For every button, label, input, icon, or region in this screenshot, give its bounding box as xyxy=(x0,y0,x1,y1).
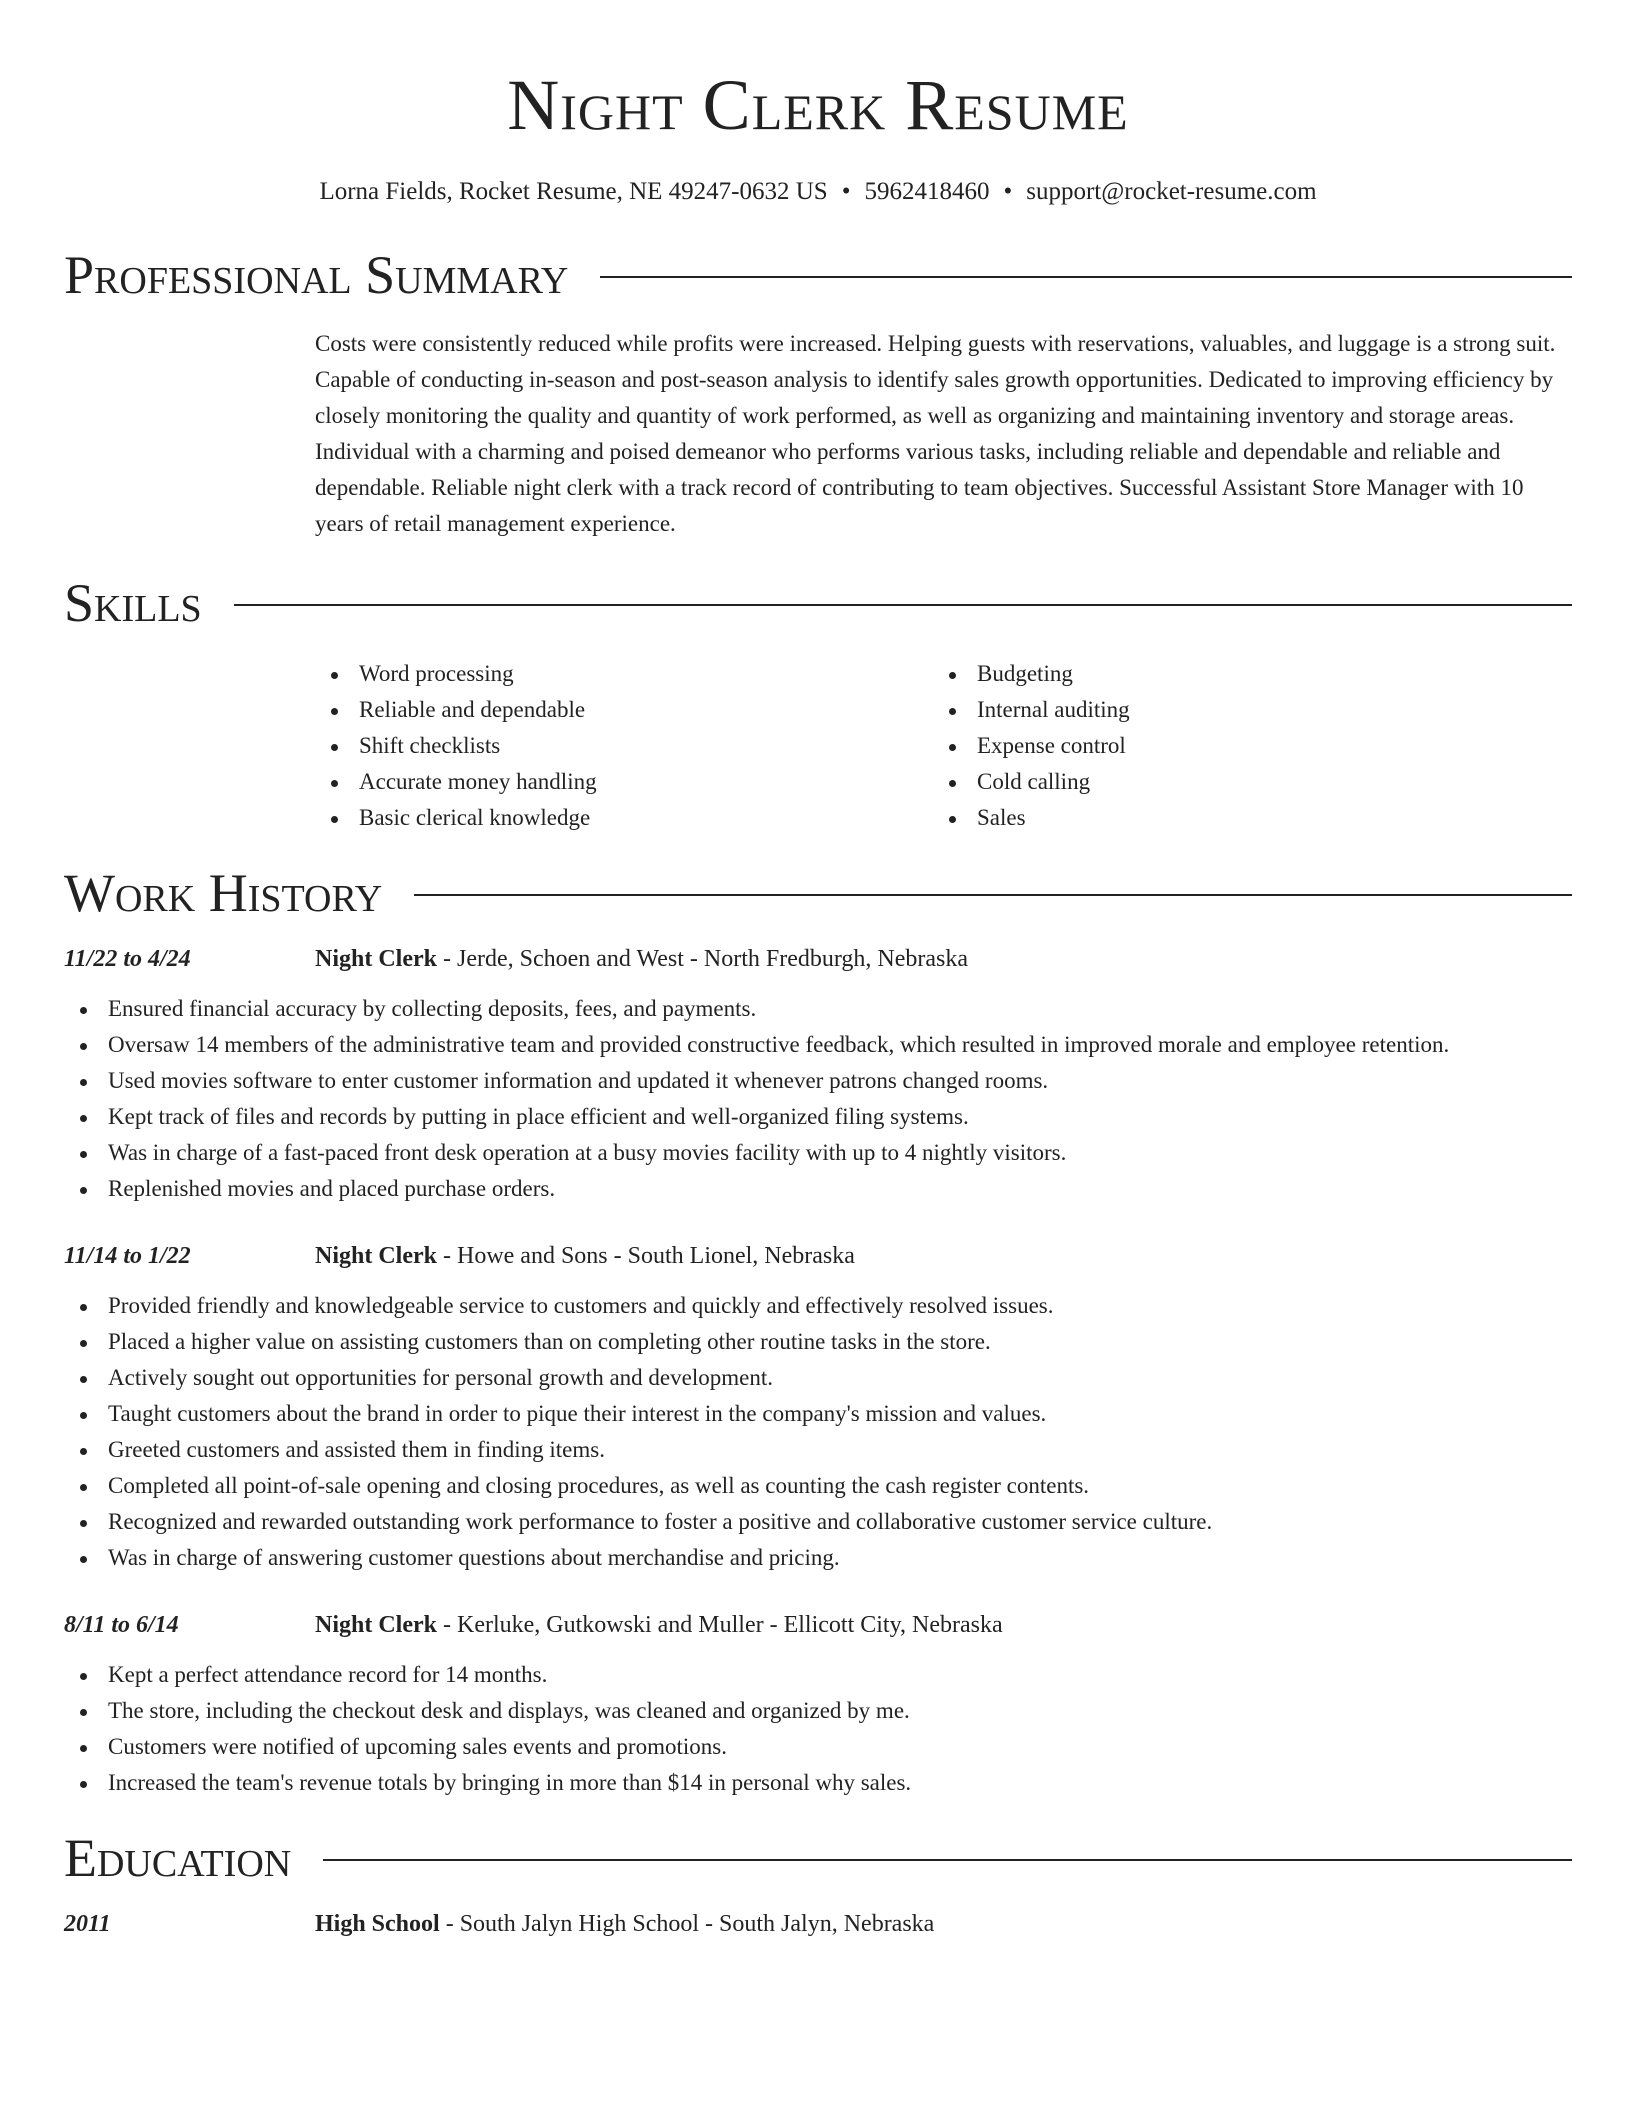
section-heading-summary: Professional Summary xyxy=(64,245,569,305)
education-entry xyxy=(64,1907,1572,1941)
job-bullet: Taught customers about the brand in order to pique their interest in the company's mission and values. xyxy=(64,1396,1572,1432)
job-title: Night Clerk xyxy=(315,946,437,972)
education-school: - South Jalyn High School - South Jalyn, Nebraska xyxy=(439,1911,935,1937)
skill-item: Reliable and dependable xyxy=(315,692,933,728)
job-bullet: Greeted customers and assisted them in finding items. xyxy=(64,1432,1572,1468)
job-bullet: The store, including the checkout desk and displays, was cleaned and organized by me. xyxy=(64,1693,1572,1729)
job-bullet: Replenished movies and placed purchase orders. xyxy=(64,1171,1572,1207)
skills-list xyxy=(315,656,1572,836)
section-heading-work-history: Work History xyxy=(64,863,383,923)
summary-text: Costs were consistently reduced while profits were increased. Helping guests with reservations, valuables, and luggage is a strong suit. Capable of conducting in-season and post-season analysis to identify sales growth opportunities. Dedicated to improving efficiency by closely monitoring the quality and quantity of work performed, as well as organizing and maintaining inventory and storage areas. Individual with a charming and poised demeanor who performs various tasks, including reliable and dependable and reliable and dependable. Reliable night clerk with a track record of contributing to team objectives. Successful Assistant Store Manager with 10 years of retail management experience. xyxy=(315,331,1556,536)
job-bullet: Oversaw 14 members of the administrative team and provided constructive feedback, which resulted in improved morale and employee retention. xyxy=(64,1027,1572,1063)
job-bullets xyxy=(64,1288,1572,1576)
skills-column-right xyxy=(933,656,1551,836)
education-section-header xyxy=(64,1827,1572,1889)
job-bullet: Provided friendly and knowledgeable service to customers and quickly and effectively resolved issues. xyxy=(64,1288,1572,1324)
job-header xyxy=(64,1608,1572,1642)
job-bullets xyxy=(64,1657,1572,1801)
job-title: Night Clerk xyxy=(315,1243,437,1269)
education-header xyxy=(64,1907,1572,1941)
contact-address: Lorna Fields, Rocket Resume, NE 49247-0632 US xyxy=(319,178,828,205)
education-year: 2011 xyxy=(64,1911,111,1937)
skill-item: Cold calling xyxy=(933,764,1551,800)
job-bullet: Kept a perfect attendance record for 14 months. xyxy=(64,1657,1572,1693)
contact-line xyxy=(64,176,1572,208)
job-employer: - Howe and Sons - South Lionel, Nebraska xyxy=(437,1243,855,1269)
summary-section-header xyxy=(64,244,1572,306)
job-bullet: Ensured financial accuracy by collecting deposits, fees, and payments. xyxy=(64,991,1572,1027)
job-dates: 8/11 to 6/14 xyxy=(64,1612,179,1638)
contact-separator: • xyxy=(1003,178,1013,205)
education-line xyxy=(315,1907,934,1941)
job-bullet: Completed all point-of-sale opening and closing procedures, as well as counting the cash register contents. xyxy=(64,1468,1572,1504)
job-entry xyxy=(64,1608,1572,1801)
skill-item: Expense control xyxy=(933,728,1551,764)
skills-section-header xyxy=(64,572,1572,634)
section-divider xyxy=(323,1859,1572,1861)
job-bullets xyxy=(64,991,1572,1207)
job-bullet: Used movies software to enter customer information and updated it whenever patrons changed rooms. xyxy=(64,1063,1572,1099)
job-title: Night Clerk xyxy=(315,1612,437,1638)
section-heading-skills: Skills xyxy=(64,573,202,633)
section-divider xyxy=(600,276,1572,278)
job-bullet: Recognized and rewarded outstanding work performance to foster a positive and collaborative customer service culture. xyxy=(64,1504,1572,1540)
job-bullet: Increased the team's revenue totals by bringing in more than $14 in personal why sales. xyxy=(64,1765,1572,1801)
job-bullet: Was in charge of a fast-paced front desk operation at a busy movies facility with up to 4 nightly visitors. xyxy=(64,1135,1572,1171)
skill-item: Accurate money handling xyxy=(315,764,933,800)
job-bullet: Was in charge of answering customer questions about merchandise and pricing. xyxy=(64,1540,1572,1576)
skill-item: Budgeting xyxy=(933,656,1551,692)
job-title-line xyxy=(315,1239,855,1273)
work-history-section-header xyxy=(64,862,1572,924)
contact-phone: 5962418460 xyxy=(864,178,990,205)
job-entry xyxy=(64,1239,1572,1576)
section-divider xyxy=(414,894,1572,896)
skill-item: Word processing xyxy=(315,656,933,692)
section-heading-education: Education xyxy=(64,1828,292,1888)
job-employer: - Jerde, Schoen and West - North Fredburgh, Nebraska xyxy=(437,946,969,972)
skill-item: Shift checklists xyxy=(315,728,933,764)
job-bullet: Customers were notified of upcoming sales events and promotions. xyxy=(64,1729,1572,1765)
section-divider xyxy=(234,604,1572,606)
education-degree: High School xyxy=(315,1911,440,1937)
skill-item: Basic clerical knowledge xyxy=(315,800,933,836)
job-entry xyxy=(64,942,1572,1207)
job-bullet: Actively sought out opportunities for personal growth and development. xyxy=(64,1360,1572,1396)
job-bullet: Kept track of files and records by putting in place efficient and well-organized filing systems. xyxy=(64,1099,1572,1135)
skill-item: Internal auditing xyxy=(933,692,1551,728)
job-dates: 11/14 to 1/22 xyxy=(64,1243,191,1269)
document-title: Night Clerk Resume xyxy=(507,65,1129,145)
contact-email: support@rocket-resume.com xyxy=(1026,178,1317,205)
job-dates: 11/22 to 4/24 xyxy=(64,946,191,972)
skill-item: Sales xyxy=(933,800,1551,836)
job-title-line xyxy=(315,942,968,976)
job-title-line xyxy=(315,1608,1003,1642)
resume-page xyxy=(64,0,1572,1941)
job-header xyxy=(64,942,1572,976)
skills-column-left xyxy=(315,656,933,836)
job-header xyxy=(64,1239,1572,1273)
job-bullet: Placed a higher value on assisting customers than on completing other routine tasks in the store. xyxy=(64,1324,1572,1360)
contact-separator: • xyxy=(841,178,851,205)
job-employer: - Kerluke, Gutkowski and Muller - Ellicott City, Nebraska xyxy=(437,1612,1003,1638)
